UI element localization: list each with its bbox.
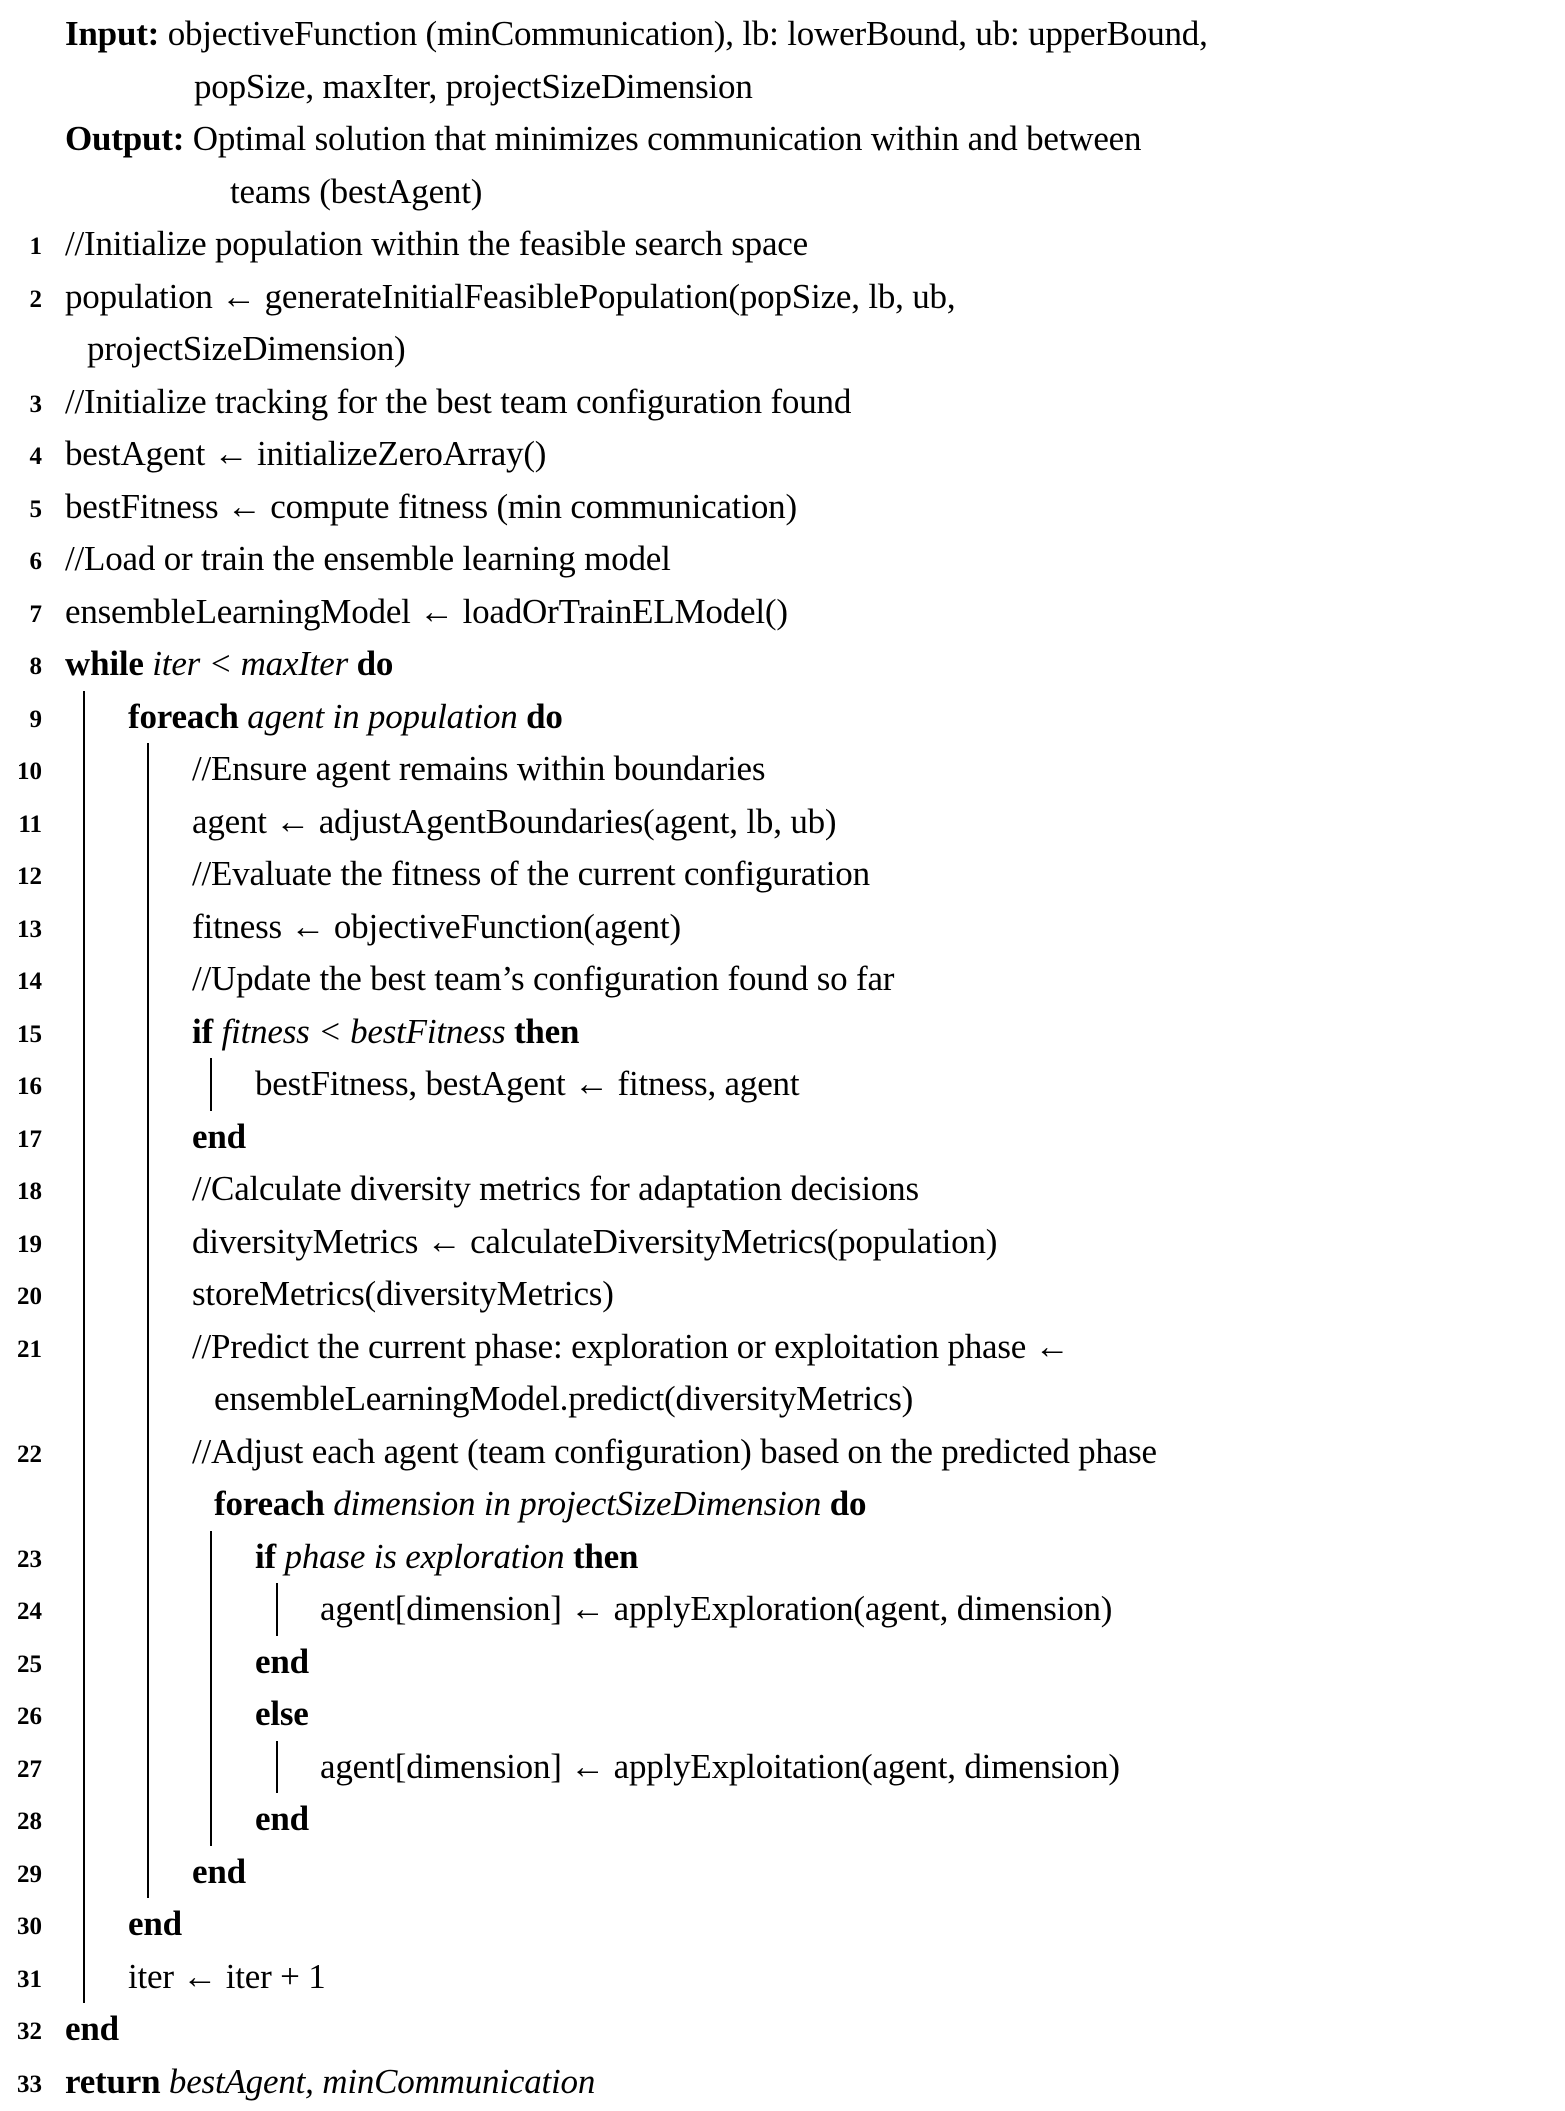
block-indent-rule <box>83 1531 85 1584</box>
block-indent-rule <box>83 1058 85 1111</box>
line-number: 2 <box>0 274 42 327</box>
statement-text: ensembleLearningModel.predict(diversityMetrics) <box>214 1379 913 1418</box>
line-text <box>192 1268 614 1321</box>
line-text <box>65 218 808 271</box>
line-text <box>255 1636 309 1689</box>
line-number: 21 <box>0 1324 42 1377</box>
block-indent-rule <box>147 1268 149 1321</box>
block-indent-rule <box>83 1846 85 1899</box>
statement-text: //Initialize population within the feasible search space <box>65 224 808 263</box>
line-text <box>192 901 681 954</box>
statement-text: //Evaluate the fitness of the current configuration <box>192 854 870 893</box>
statement-text: //Adjust each agent (team configuration) based on the predicted phase <box>192 1432 1157 1471</box>
statement-text: Optimal solution that minimizes communication within and between <box>193 119 1142 158</box>
block-indent-rule <box>210 1058 212 1111</box>
statement-text: teams (bestAgent) <box>230 172 482 211</box>
line-number: 7 <box>0 589 42 642</box>
italic-operand-text: bestAgent, minCommunication <box>169 2062 595 2101</box>
block-indent-rule <box>147 1426 149 1479</box>
keyword-text: Output: <box>65 119 193 158</box>
algorithm-line-12 <box>0 848 1565 901</box>
line-text <box>320 1741 1120 1794</box>
statement-text: agent[dimension] ← applyExploration(agent, dimension) <box>320 1589 1112 1628</box>
block-indent-rule <box>83 1793 85 1846</box>
algorithm-line-19 <box>0 1216 1565 1269</box>
block-indent-rule <box>147 1636 149 1689</box>
line-text <box>255 1688 309 1741</box>
statement-text: iter ← iter + 1 <box>128 1957 326 1996</box>
line-text <box>65 113 1141 166</box>
line-number: 17 <box>0 1114 42 1167</box>
statement-text: //Ensure agent remains within boundaries <box>192 749 765 788</box>
line-text <box>230 166 482 219</box>
block-indent-rule <box>147 1531 149 1584</box>
line-text <box>192 848 870 901</box>
keyword-text: then <box>564 1537 638 1576</box>
line-number: 25 <box>0 1639 42 1692</box>
line-number: 30 <box>0 1901 42 1954</box>
line-number: 18 <box>0 1166 42 1219</box>
line-number: 6 <box>0 536 42 589</box>
block-indent-rule <box>210 1741 212 1794</box>
block-indent-rule <box>83 1741 85 1794</box>
algorithm-line-26 <box>0 1688 1565 1741</box>
block-indent-rule <box>147 1688 149 1741</box>
algorithm-line-22 <box>0 1426 1565 1479</box>
block-indent-rule <box>83 1426 85 1479</box>
statement-text: projectSizeDimension) <box>87 329 406 368</box>
line-text <box>65 481 797 534</box>
block-indent-rule <box>147 1846 149 1899</box>
algorithm-line-1 <box>0 218 1565 271</box>
block-indent-rule <box>147 848 149 901</box>
algorithm-line-continuation <box>0 61 1565 114</box>
statement-text: ensembleLearningModel ← loadOrTrainELModel() <box>65 592 788 631</box>
line-text <box>65 533 671 586</box>
algorithm-line-17 <box>0 1111 1565 1164</box>
italic-operand-text: iter < maxIter <box>152 644 348 683</box>
algorithm-line-2 <box>0 271 1565 324</box>
block-indent-rule <box>83 1951 85 2004</box>
line-number: 3 <box>0 379 42 432</box>
algorithm-line-31 <box>0 1951 1565 2004</box>
block-indent-rule <box>83 1898 85 1951</box>
algorithm-line-23 <box>0 1531 1565 1584</box>
line-text <box>65 2003 119 2056</box>
algorithm-line-15 <box>0 1006 1565 1059</box>
line-text <box>194 61 753 114</box>
line-text <box>255 1531 638 1584</box>
block-indent-rule <box>83 1373 85 1426</box>
block-indent-rule <box>147 1373 149 1426</box>
algorithm-line-21 <box>0 1321 1565 1374</box>
block-indent-rule <box>147 743 149 796</box>
algorithm-line-11 <box>0 796 1565 849</box>
statement-text: bestAgent ← initializeZeroArray() <box>65 434 546 473</box>
line-text <box>128 1898 182 1951</box>
algorithm-line-29 <box>0 1846 1565 1899</box>
keyword-text: else <box>255 1694 309 1733</box>
line-number: 12 <box>0 851 42 904</box>
line-text <box>192 796 836 849</box>
line-text <box>214 1478 866 1531</box>
algorithm-line-14 <box>0 953 1565 1006</box>
line-text <box>65 428 546 481</box>
algorithm-line-continuation <box>0 323 1565 376</box>
block-indent-rule <box>83 1478 85 1531</box>
keyword-text: Input: <box>65 14 168 53</box>
line-number: 29 <box>0 1849 42 1902</box>
line-number: 27 <box>0 1744 42 1797</box>
line-number: 28 <box>0 1796 42 1849</box>
keyword-text: end <box>255 1642 309 1681</box>
block-indent-rule <box>147 1793 149 1846</box>
algorithm-line-continuation <box>0 166 1565 219</box>
line-text <box>192 1321 1070 1374</box>
block-indent-rule <box>147 796 149 849</box>
algorithm-line-25 <box>0 1636 1565 1689</box>
block-indent-rule <box>147 953 149 1006</box>
algorithm-line-continuation <box>0 8 1565 61</box>
algorithm-line-16 <box>0 1058 1565 1111</box>
block-indent-rule <box>147 1478 149 1531</box>
line-number: 22 <box>0 1429 42 1482</box>
algorithm-line-10 <box>0 743 1565 796</box>
algorithm-line-28 <box>0 1793 1565 1846</box>
algorithm-line-9 <box>0 691 1565 744</box>
line-text <box>87 323 406 376</box>
algorithm-line-3 <box>0 376 1565 429</box>
keyword-text: end <box>192 1852 246 1891</box>
line-text <box>65 376 851 429</box>
block-indent-rule <box>210 1636 212 1689</box>
line-number: 20 <box>0 1271 42 1324</box>
line-number: 33 <box>0 2059 42 2111</box>
line-text <box>192 1006 579 1059</box>
algorithm-line-5 <box>0 481 1565 534</box>
keyword-text: then <box>505 1012 579 1051</box>
line-text <box>192 1163 919 1216</box>
block-indent-rule <box>276 1583 278 1636</box>
block-indent-rule <box>83 953 85 1006</box>
statement-text: storeMetrics(diversityMetrics) <box>192 1274 614 1313</box>
keyword-text: if <box>255 1537 285 1576</box>
line-text <box>255 1793 309 1846</box>
statement-text: //Calculate diversity metrics for adaptation decisions <box>192 1169 919 1208</box>
block-indent-rule <box>276 1741 278 1794</box>
block-indent-rule <box>83 1268 85 1321</box>
line-text <box>65 8 1208 61</box>
algorithm-line-27 <box>0 1741 1565 1794</box>
block-indent-rule <box>147 901 149 954</box>
keyword-text: do <box>348 644 393 683</box>
block-indent-rule <box>147 1163 149 1216</box>
line-number: 14 <box>0 956 42 1009</box>
statement-text: //Update the best team’s configuration found so far <box>192 959 894 998</box>
line-text <box>214 1373 913 1426</box>
keyword-text: do <box>518 697 563 736</box>
statement-text: //Load or train the ensemble learning model <box>65 539 671 578</box>
line-number: 1 <box>0 221 42 274</box>
algorithm-line-18 <box>0 1163 1565 1216</box>
line-number: 8 <box>0 641 42 694</box>
block-indent-rule <box>83 1111 85 1164</box>
keyword-text: do <box>821 1484 866 1523</box>
block-indent-rule <box>147 1111 149 1164</box>
line-text <box>128 691 563 744</box>
block-indent-rule <box>83 1688 85 1741</box>
algorithm-line-32 <box>0 2003 1565 2056</box>
line-text <box>192 1111 246 1164</box>
algorithm-line-continuation <box>0 113 1565 166</box>
italic-operand-text: fitness < bestFitness <box>222 1012 506 1051</box>
block-indent-rule <box>83 1216 85 1269</box>
statement-text: bestFitness, bestAgent ← fitness, agent <box>255 1064 799 1103</box>
algorithm-line-continuation <box>0 1373 1565 1426</box>
line-text <box>65 271 955 324</box>
line-text <box>192 743 765 796</box>
line-text <box>65 638 393 691</box>
line-number: 15 <box>0 1009 42 1062</box>
block-indent-rule <box>83 1583 85 1636</box>
line-text <box>128 1951 326 2004</box>
line-number: 24 <box>0 1586 42 1639</box>
algorithm-line-33 <box>0 2056 1565 2109</box>
italic-operand-text: agent in population <box>247 697 517 736</box>
line-text <box>255 1058 799 1111</box>
statement-text: agent[dimension] ← applyExploitation(agent, dimension) <box>320 1747 1120 1786</box>
line-number: 4 <box>0 431 42 484</box>
keyword-text: foreach <box>128 697 247 736</box>
algorithm-line-7 <box>0 586 1565 639</box>
line-number: 23 <box>0 1534 42 1587</box>
line-number: 19 <box>0 1219 42 1272</box>
block-indent-rule <box>210 1688 212 1741</box>
block-indent-rule <box>83 1321 85 1374</box>
block-indent-rule <box>83 796 85 849</box>
block-indent-rule <box>147 1741 149 1794</box>
block-indent-rule <box>83 691 85 744</box>
algorithm-line-20 <box>0 1268 1565 1321</box>
block-indent-rule <box>83 743 85 796</box>
block-indent-rule <box>147 1006 149 1059</box>
line-text <box>192 953 894 1006</box>
keyword-text: end <box>192 1117 246 1156</box>
line-text <box>320 1583 1112 1636</box>
keyword-text: if <box>192 1012 222 1051</box>
block-indent-rule <box>147 1216 149 1269</box>
statement-text: popSize, maxIter, projectSizeDimension <box>194 67 753 106</box>
keyword-text: end <box>65 2009 119 2048</box>
algorithm-line-8 <box>0 638 1565 691</box>
block-indent-rule <box>83 901 85 954</box>
keyword-text: while <box>65 644 152 683</box>
line-number: 13 <box>0 904 42 957</box>
block-indent-rule <box>210 1531 212 1584</box>
line-number: 11 <box>0 799 42 852</box>
block-indent-rule <box>83 1006 85 1059</box>
algorithm-line-6 <box>0 533 1565 586</box>
line-number: 32 <box>0 2006 42 2059</box>
line-text <box>65 2056 595 2109</box>
line-number: 9 <box>0 694 42 747</box>
algorithm-line-24 <box>0 1583 1565 1636</box>
line-number: 31 <box>0 1954 42 2007</box>
statement-text: agent ← adjustAgentBoundaries(agent, lb, ub) <box>192 802 836 841</box>
statement-text: //Initialize tracking for the best team configuration found <box>65 382 851 421</box>
block-indent-rule <box>83 1163 85 1216</box>
block-indent-rule <box>83 848 85 901</box>
statement-text: objectiveFunction (minCommunication), lb: lowerBound, ub: upperBound, <box>168 14 1208 53</box>
line-number: 10 <box>0 746 42 799</box>
block-indent-rule <box>83 1636 85 1689</box>
line-number: 5 <box>0 484 42 537</box>
block-indent-rule <box>210 1793 212 1846</box>
statement-text: diversityMetrics ← calculateDiversityMetrics(population) <box>192 1222 997 1261</box>
block-indent-rule <box>147 1058 149 1111</box>
block-indent-rule <box>210 1583 212 1636</box>
keyword-text: end <box>128 1904 182 1943</box>
line-text <box>192 1426 1157 1479</box>
block-indent-rule <box>147 1583 149 1636</box>
statement-text: bestFitness ← compute fitness (min communication) <box>65 487 797 526</box>
block-indent-rule <box>147 1321 149 1374</box>
italic-operand-text: phase is exploration <box>285 1537 565 1576</box>
line-number: 16 <box>0 1061 42 1114</box>
algorithm-line-30 <box>0 1898 1565 1951</box>
italic-operand-text: dimension in projectSizeDimension <box>333 1484 821 1523</box>
line-text <box>192 1846 246 1899</box>
keyword-text: end <box>255 1799 309 1838</box>
algorithm-line-13 <box>0 901 1565 954</box>
line-number: 26 <box>0 1691 42 1744</box>
statement-text: population ← generateInitialFeasiblePopulation(popSize, lb, ub, <box>65 277 955 316</box>
statement-text: fitness ← objectiveFunction(agent) <box>192 907 681 946</box>
statement-text: //Predict the current phase: exploration or exploitation phase ← <box>192 1327 1070 1366</box>
keyword-text: return <box>65 2062 169 2101</box>
algorithm-line-4 <box>0 428 1565 481</box>
keyword-text: foreach <box>214 1484 333 1523</box>
line-text <box>192 1216 997 1269</box>
algorithm-line-continuation <box>0 1478 1565 1531</box>
line-text <box>65 586 788 639</box>
